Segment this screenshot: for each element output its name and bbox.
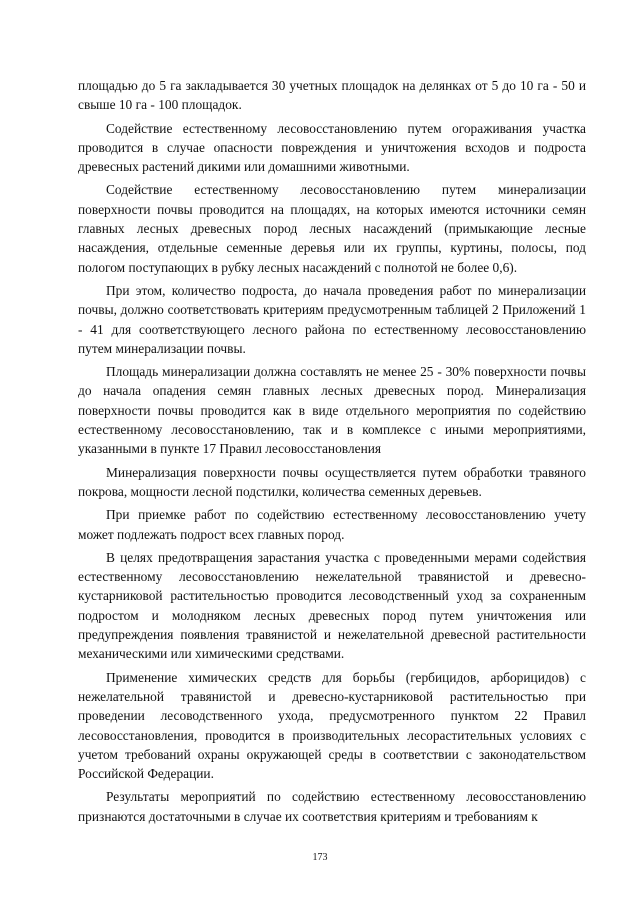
paragraph-8: В целях предотвращения зарастания участка с проведенными мерами содействия естественному лесовосстановлению нежелательной травянистой и древесно-кустарниковой растительностью проводится лесоводственный уход за сохраненным подростом и молодняком лесных древесных пород путем уничтожения или предупреждения появления травянистой и нежелательной древесной растительности механическими или химическими средствами. <box>78 549 586 662</box>
paragraph-9: Применение химических средств для борьбы (гербицидов, арборицидов) с нежелательной травянистой и древесно-кустарниковой растительностью при проведении лесоводственного ухода, предусмотренного пунктом 22 Правил лесовосстановления, проводится в производительных лесорастительных условиях с учетом требований охраны окружающей среды в соответствии с законодательством Российской Федерации. <box>78 669 586 782</box>
paragraph-3: Содействие естественному лесовосстановлению путем минерализации поверхности почвы проводится на площадях, на которых имеются источники семян главных лесных древесных пород лесных насаждений (примыкающие лесные насаждения, отдельные семенные деревья или их группы, куртины, полосы, под пологом поступающих в рубку лесных насаждений с полнотой не более 0,6). <box>78 182 586 275</box>
paragraph-10: Результаты мероприятий по содействию естественному лесовосстановлению признаются достаточными в случае их соответствия критериям и требованиям к <box>78 789 586 824</box>
paragraph-5: Площадь минерализации должна составлять не менее 25 - 30% поверхности почвы до начала опадения семян главных лесных древесных пород. Минерализация поверхности почвы проводится как в виде отдельного мероприятия по содействию естественному лесовосстановлению, так и в комплексе с иными мероприятиями, указанными в пункте 17 Правил лесовосстановления <box>78 364 586 457</box>
paragraph-1: площадью до 5 га закладывается 30 учетных площадок на делянках от 5 до 10 га - 50 и свыше 10 га - 100 площадок. <box>78 78 586 113</box>
page-number: 173 <box>312 852 328 863</box>
paragraph-6: Минерализация поверхности почвы осуществляется путем обработки травяного покрова, мощности лесной подстилки, количества семенных деревьев. <box>78 464 586 499</box>
paragraph-4: При этом, количество подроста, до начала проведения работ по минерализации почвы, должно соответствовать критериям предусмотренным таблицей 2 Приложений 1 - 41 для соответствующего лесного района по естественному лесовосстановлению путем минерализации почвы. <box>78 282 586 356</box>
body-text <box>78 76 586 830</box>
paragraph-7: При приемке работ по содействию естественному лесовосстановлению учету может подлежать подрост всех главных пород. <box>78 507 586 542</box>
paragraph-2: Содействие естественному лесовосстановлению путем огораживания участка проводится в случае опасности повреждения и уничтожения всходов и подроста древесных растений дикими или домашними животными. <box>78 120 586 175</box>
